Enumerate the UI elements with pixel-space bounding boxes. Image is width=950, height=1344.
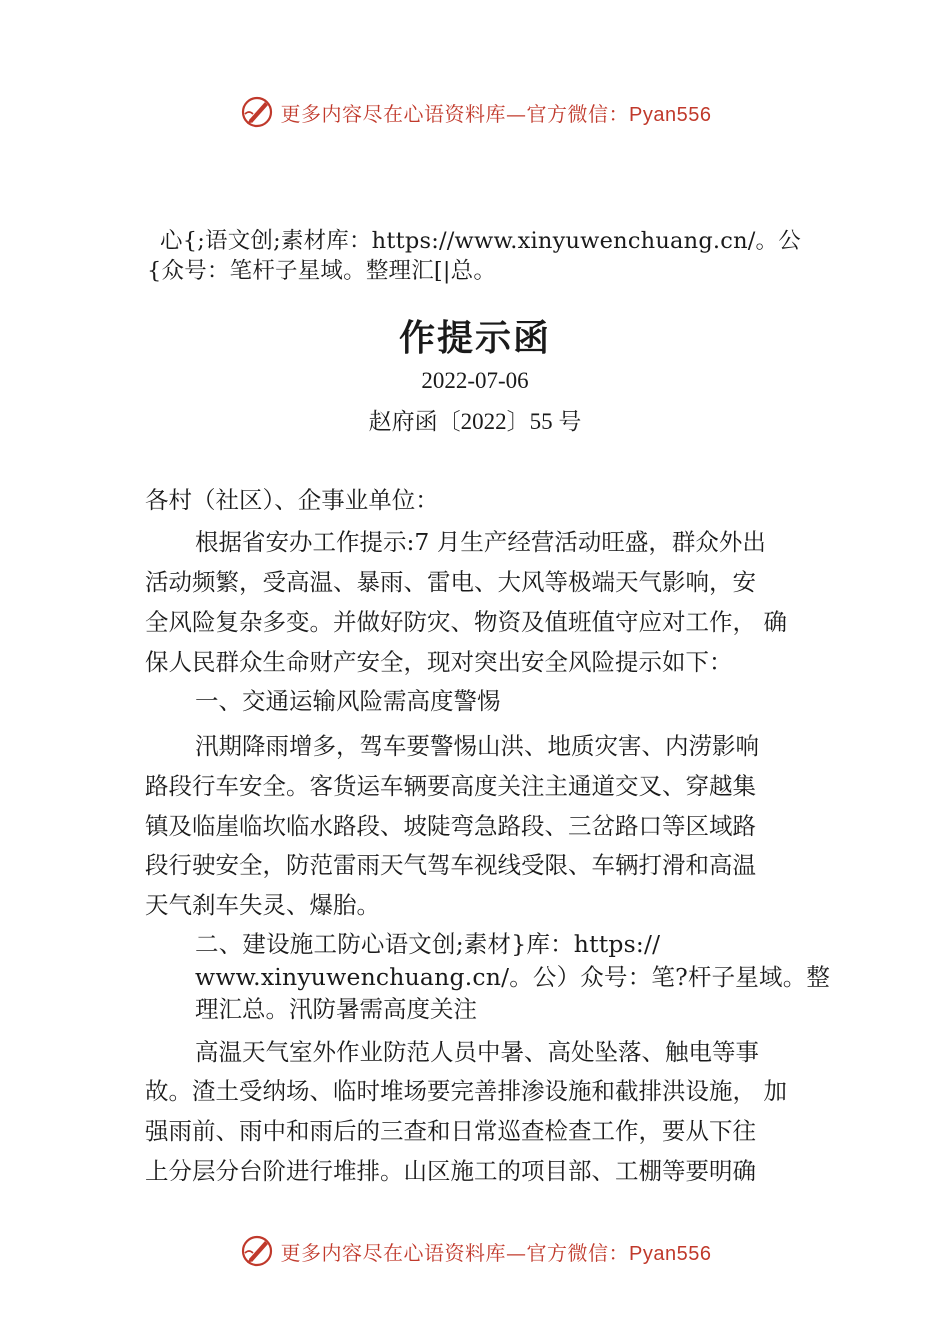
paragraph-line: 强雨前、雨中和雨后的三查和日常巡查检查工作，要从下往: [145, 1117, 756, 1145]
paragraph-line: 上分层分台阶进行堆排。山区施工的项目部、工棚等要明确: [145, 1157, 756, 1185]
document-date: 2022-07-06: [421, 368, 529, 393]
section-heading-2-cont: 理汇总。汛防暑需高度关注: [195, 995, 477, 1023]
banner-text: 更多内容尽在心语资料库—官方微信：Pyan556: [280, 1240, 712, 1265]
paragraph-line: 天气刹车失灵、爆胎。: [145, 891, 380, 919]
banner-contact: Pyan556: [629, 1242, 712, 1265]
section-heading-1: 一、交通运输风险需高度警惕: [195, 687, 501, 715]
document-title: 作提示函: [398, 317, 551, 359]
paragraph-line: 故。渣土受纳场、临时堆场要完善排渗设施和截排洪设施， 加: [145, 1077, 787, 1105]
paragraph-line: 汛期降雨增多，驾车要警惕山洪、地质灾害、内涝影响: [195, 732, 759, 760]
recipient: 各村（社区）、企事业单位：: [145, 486, 439, 514]
paragraph-line: 保人民群众生命财产安全，现对突出安全风险提示如下：: [145, 648, 733, 676]
pen-logo-icon: [239, 94, 275, 130]
section-heading-2: 二、建设施工防心语文创;素材}库：https://: [195, 930, 661, 958]
banner-text: 更多内容尽在心语资料库—官方微信：Pyan556: [280, 101, 712, 126]
pen-logo-icon: [239, 1233, 275, 1269]
banner-contact: Pyan556: [629, 103, 712, 126]
paragraph-line: 高温天气室外作业防范人员中暑、高处坠落、触电等事: [195, 1038, 759, 1066]
document-number: 赵府函〔2022〕55 号: [368, 409, 582, 434]
paragraph-line: 活动频繁，受高温、暴雨、雷电、大风等极端天气影响，安: [145, 568, 756, 596]
paragraph-line: 镇及临崖临坎临水路段、坡陡弯急路段、三岔路口等区域路: [145, 812, 756, 840]
header-notice-line-1: 心{;语文创;素材库：https://www.xinyuwenchuang.cn/。公: [160, 228, 801, 254]
paragraph-line: 段行驶安全，防范雷雨天气驾车视线受限、车辆打滑和高温: [145, 851, 756, 879]
bottom-banner: [0, 1233, 950, 1269]
paragraph-line: 路段行车安全。客货运车辆要高度关注主通道交叉、穿越集: [145, 772, 756, 800]
top-banner: [0, 94, 950, 130]
section-heading-2-cont: www.xinyuwenchuang.cn/。公）众号：笔?杆子星域。整: [195, 963, 831, 991]
paragraph-line: 根据省安办工作提示:7 月生产经营活动旺盛，群众外出: [195, 528, 766, 556]
paragraph-line: 全风险复杂多变。并做好防灾、物资及值班值守应对工作， 确: [145, 608, 787, 636]
header-notice-line-2: {众号：笔杆子星域。整理汇[|总。: [147, 258, 497, 284]
